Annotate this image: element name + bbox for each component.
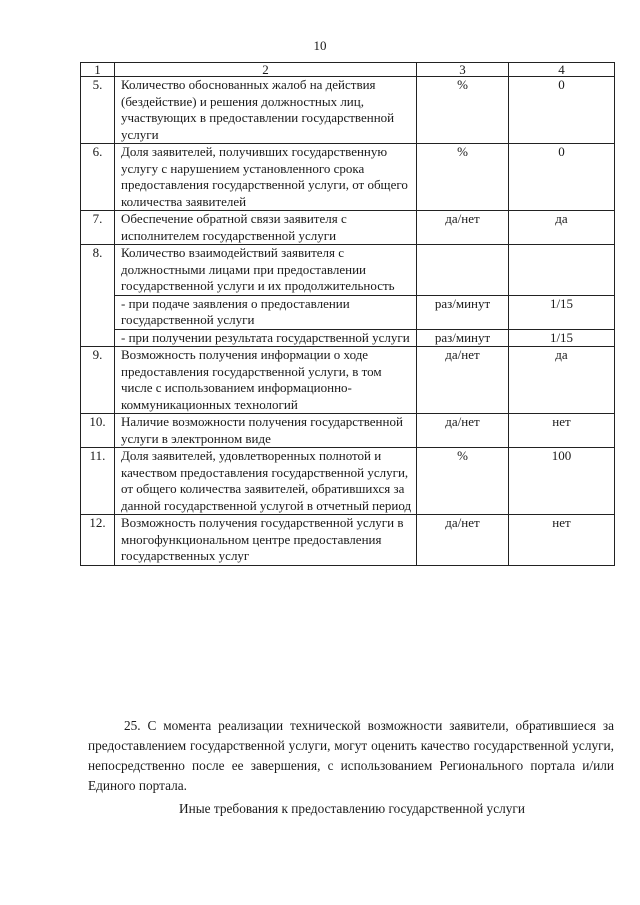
unit-cell: да/нет <box>417 211 509 245</box>
row-number: 7. <box>81 211 115 245</box>
table-row <box>81 211 615 245</box>
row-number: 6. <box>81 144 115 211</box>
indicator-description: Наличие возможности получения государственной услуги в электронном виде <box>115 414 417 448</box>
page-number: 10 <box>313 38 327 53</box>
table-row <box>81 295 615 329</box>
indicator-description: - при подаче заявления о предоставлении государственной услуги <box>115 295 417 329</box>
unit-cell: раз/минут <box>417 295 509 329</box>
value-cell: да <box>509 347 615 414</box>
table-row <box>81 448 615 515</box>
value-cell <box>509 245 615 296</box>
value-cell: 0 <box>509 77 615 144</box>
unit-cell: % <box>417 77 509 144</box>
column-header: 3 <box>417 63 509 77</box>
column-header: 4 <box>509 63 615 77</box>
indicator-description: Количество взаимодействий заявителя с должностными лицами при предоставлении государственной услуги и их продолжительность <box>115 245 417 296</box>
unit-cell: да/нет <box>417 515 509 566</box>
column-header: 2 <box>115 63 417 77</box>
value-cell: нет <box>509 414 615 448</box>
value-cell: 1/15 <box>509 329 615 347</box>
indicator-description: Доля заявителей, удовлетворенных полнотой и качеством предоставления государственной услуги, от общего количества заявителей, обратившихся за данной государственной услугой в отчетный период <box>115 448 417 515</box>
indicator-description: Возможность получения государственной услуги в многофункциональном центре предоставления государственных услуг <box>115 515 417 566</box>
unit-cell: % <box>417 144 509 211</box>
table-row <box>81 77 615 144</box>
value-cell: 1/15 <box>509 295 615 329</box>
unit-cell <box>417 245 509 296</box>
row-number: 5. <box>81 77 115 144</box>
table-row <box>81 329 615 347</box>
row-number: 8. <box>81 245 115 347</box>
table-row <box>81 347 615 414</box>
indicator-description: Обеспечение обратной связи заявителя с исполнителем государственной услуги <box>115 211 417 245</box>
table-header-row <box>81 63 615 77</box>
value-cell: 100 <box>509 448 615 515</box>
table-row <box>81 414 615 448</box>
value-cell: нет <box>509 515 615 566</box>
indicator-description: Доля заявителей, получивших государственную услугу с нарушением установленного срока предоставления государственной услуги, от общего количества заявителей <box>115 144 417 211</box>
section-heading: Иные требования к предоставлению государственной услуги <box>179 801 525 816</box>
value-cell: 0 <box>509 144 615 211</box>
unit-cell: раз/минут <box>417 329 509 347</box>
value-cell: да <box>509 211 615 245</box>
row-number: 12. <box>81 515 115 566</box>
indicator-description: Возможность получения информации о ходе предоставления государственной услуги, в том числе с использованием информационно-коммуникационных технологий <box>115 347 417 414</box>
row-number: 11. <box>81 448 115 515</box>
column-header: 1 <box>81 63 115 77</box>
row-number: 9. <box>81 347 115 414</box>
table-row <box>81 245 615 296</box>
indicator-description: - при получении результата государственной услуги <box>115 329 417 347</box>
table-row <box>81 515 615 566</box>
unit-cell: % <box>417 448 509 515</box>
paragraph-25: 25. С момента реализации технической возможности заявители, обратившиеся за предоставлением государственной услуги, могут оценить качество государственной услуги, непосредственно после ее завершения, с использованием Регионального портала и/или Единого портала. <box>88 718 614 793</box>
row-number: 10. <box>81 414 115 448</box>
indicator-description: Количество обоснованных жалоб на действия (бездействие) и решения должностных лиц, участвующих в предоставлении государственной услуги <box>115 77 417 144</box>
quality-indicators-table <box>80 62 615 566</box>
table-row <box>81 144 615 211</box>
unit-cell: да/нет <box>417 347 509 414</box>
unit-cell: да/нет <box>417 414 509 448</box>
